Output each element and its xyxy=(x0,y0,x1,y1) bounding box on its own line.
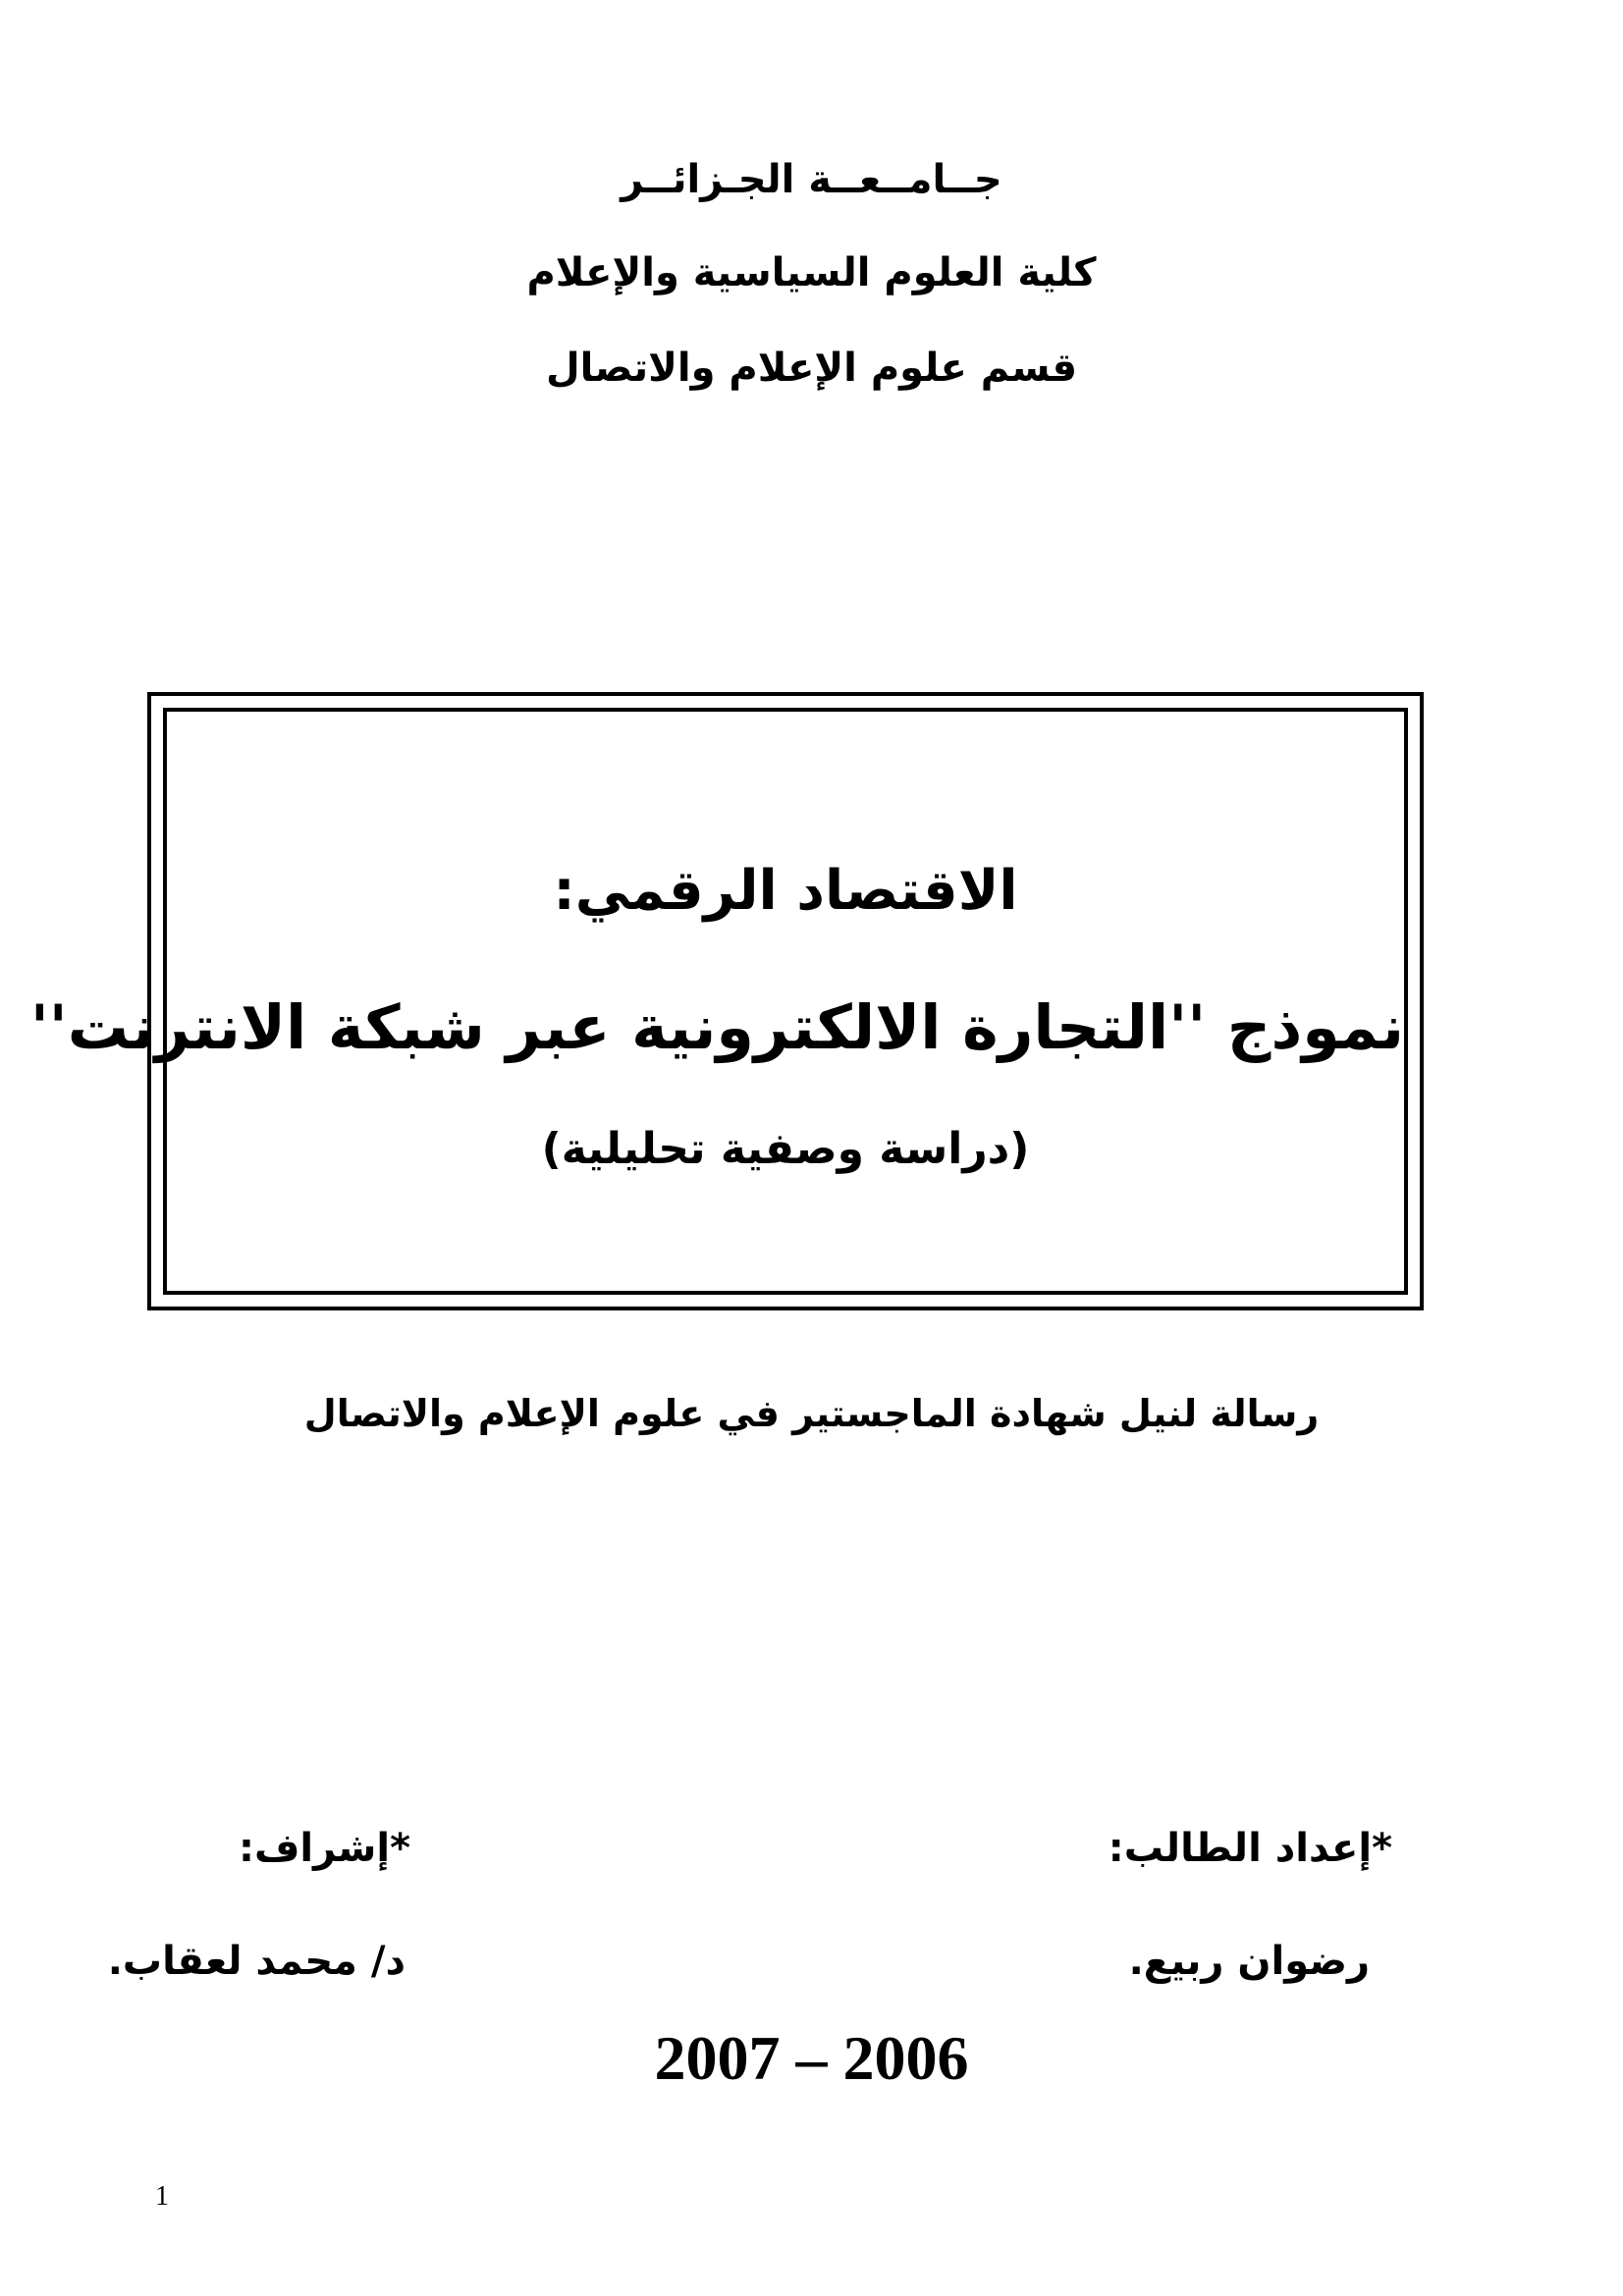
student-name: رضوان ربيع. xyxy=(1128,1939,1370,1984)
university-name: جــامــعــة الجـزائــر xyxy=(621,157,1002,202)
thesis-title-subtitle: نموذج ''التجارة الالكترونية عبر شبكة الانترنت'' xyxy=(29,991,1404,1063)
prepared-by-label: *إعداد الطالب: xyxy=(1108,1826,1392,1871)
supervision-label: *إشراف: xyxy=(238,1826,410,1871)
title-frame xyxy=(29,692,1424,1310)
page-number: 1 xyxy=(155,2181,169,2212)
faculty-name: كلية العلوم السياسية والإعلام xyxy=(526,250,1097,295)
supervisor-name: د/ محمد لعقاب. xyxy=(107,1939,406,1984)
department-name: قسم علوم الإعلام والاتصال xyxy=(545,346,1078,391)
thesis-title-main: الاقتصاد الرقمي: xyxy=(553,859,1018,923)
title-frame-inner xyxy=(29,708,1408,1295)
thesis-study-type: (دراسة وصفية تحليلية) xyxy=(541,1124,1030,1174)
academic-years: 2007 – 2006 xyxy=(654,2023,969,2093)
degree-statement: رسالة لنيل شهادة الماجستير في علوم الإعلام والاتصال xyxy=(303,1392,1320,1435)
